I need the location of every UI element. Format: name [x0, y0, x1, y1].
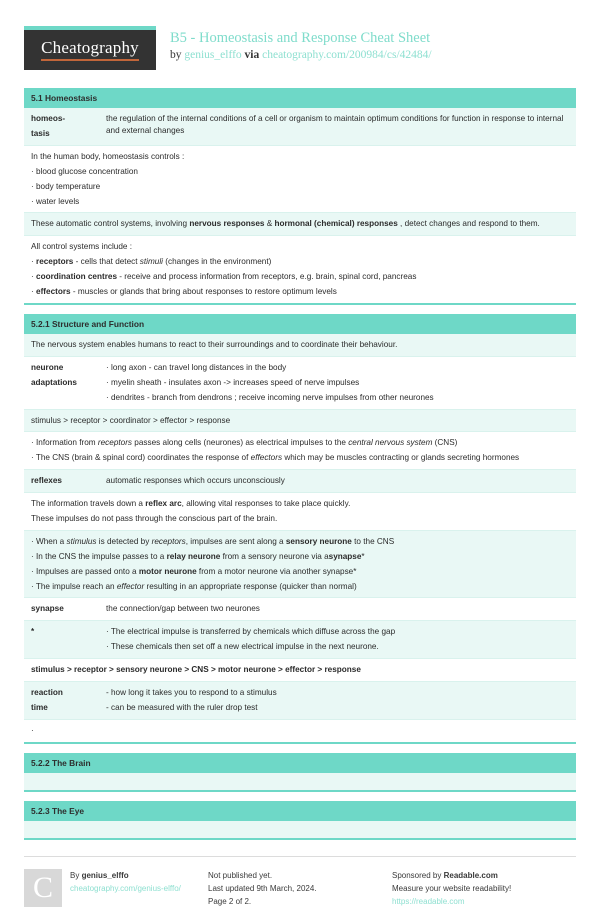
avatar: C — [24, 869, 62, 907]
table-row — [24, 146, 576, 214]
row-term: synapse — [31, 604, 64, 614]
page-number: Page 2 of 2. — [208, 897, 252, 907]
footer-author-url[interactable]: cheatography.com/genius-elffo/ — [70, 884, 181, 893]
row-definition: In the human body, homeostasis controls : · blood glucose concentration · body temperature · water levels — [31, 151, 185, 206]
row-definition: The nervous system enables humans to react to their surroundings and to coordinate their behaviour. — [31, 339, 398, 349]
row-term: * — [31, 627, 35, 637]
footer-sponsor-column — [392, 856, 576, 908]
page-footer — [24, 856, 576, 908]
byline-via: via — [241, 49, 263, 62]
section-heading[interactable]: 5.2.1 Structure and Function — [24, 314, 576, 334]
footer-author-name: genius_elffo — [81, 870, 129, 880]
section-block — [24, 88, 576, 305]
table-row — [24, 213, 576, 236]
author-link[interactable]: genius_elffo — [184, 49, 242, 62]
sponsor-tagline: Measure your website readability! — [392, 884, 512, 893]
table-row — [24, 720, 576, 742]
row-definition: These automatic control systems, involving nervous responses & hormonal (chemical) responses , detect changes and respond to them. — [31, 219, 540, 229]
row-definition: The information travels down a reflex arc, allowing vital responses to take place quickly. These impulses do not pass through the conscious part of the brain. — [31, 499, 351, 523]
table-row — [24, 108, 576, 146]
row-term: reflexes — [31, 476, 62, 486]
row-definition: · — [31, 725, 34, 735]
row-definition: · long axon - can travel long distances in the body · myelin sheath - insulates axon -> increases speed of nerve impulses · dendrites - branch from dendrons ; receive incoming nerve impulses from other neurones — [106, 362, 434, 402]
table-row — [24, 493, 576, 531]
section-heading[interactable]: 5.1 Homeostasis — [24, 88, 576, 108]
row-term: reaction time — [31, 687, 63, 712]
row-definition: · When a stimulus is detected by receptors, impulses are sent along a sensory neurone to the CNS · In the CNS the impulse passes to a relay neurone from a sensory neurone via asynapse* · Impulses are passed onto a motor neurone from a motor neurone via another synapse* · The impulse reach an effector resulting in an appropriate response (quicker than normal) — [31, 536, 395, 591]
row-definition: the connection/gap between two neurones — [106, 604, 260, 614]
row-definition: · The electrical impulse is transferred by chemicals which diffuse across the gap · These chemicals then set off a new electrical impulse in the next neurone. — [106, 627, 396, 652]
table-row — [24, 621, 576, 659]
sponsor-url[interactable]: https://readable.com — [392, 897, 465, 907]
section-block — [24, 801, 576, 840]
footer-author-column — [24, 856, 208, 908]
byline-prefix: by — [170, 49, 185, 62]
page-header — [24, 26, 576, 74]
cheatography-logo[interactable] — [24, 26, 156, 70]
page-title: B5 - Homeostasis and Response Cheat Sheet — [170, 30, 431, 46]
section-heading[interactable]: 5.2.2 The Brain — [24, 753, 576, 773]
section-body — [24, 773, 576, 792]
last-updated: Last updated 9th March, 2024. — [208, 884, 317, 893]
table-row — [24, 357, 576, 410]
cheatsheet-content — [24, 88, 576, 840]
sponsor-line — [392, 869, 558, 882]
row-definition — [31, 826, 569, 833]
section-body — [24, 108, 576, 305]
section-block — [24, 753, 576, 792]
footer-author-meta — [70, 869, 190, 908]
row-definition: - how long it takes you to respond to a stimulus - can be measured with the ruler drop test — [106, 687, 277, 712]
section-body — [24, 821, 576, 840]
table-row — [24, 821, 576, 838]
row-definition: automatic responses which occurs unconsciously — [106, 476, 285, 486]
table-row — [24, 432, 576, 470]
row-definition: stimulus > receptor > sensory neurone > CNS > motor neurone > effector > response — [31, 665, 361, 675]
footer-author-line — [70, 869, 190, 882]
row-definition: · Information from receptors passes along cells (neurones) as electrical impulses to the central nervous system (CNS) · The CNS (brain & spinal cord) coordinates the response of effectors which may be muscles contracting or glands secreting hormones — [31, 438, 520, 463]
sponsor-prefix: Sponsored by — [392, 870, 444, 880]
table-row — [24, 682, 576, 720]
logo-text: Cheatography — [41, 39, 139, 61]
row-term: homeos- tasis — [31, 114, 66, 138]
table-row — [24, 236, 576, 303]
table-row — [24, 334, 576, 357]
title-block — [170, 26, 432, 61]
row-definition: stimulus > receptor > coordinator > effector > response — [31, 415, 231, 425]
section-body — [24, 334, 576, 744]
row-term: neurone adaptations — [31, 362, 77, 387]
table-row — [24, 470, 576, 493]
source-url-link[interactable]: cheatography.com/200984/cs/42484/ — [262, 49, 432, 62]
table-row — [24, 659, 576, 682]
table-row — [24, 531, 576, 599]
footer-publish-column — [208, 856, 392, 908]
sponsor-name: Readable.com — [443, 870, 498, 880]
row-definition: All control systems include : · receptors - cells that detect stimuli (changes in the environment) · coordination centres - receive and process information from receptors, e.g. brain, spinal cord, pancreas · effectors - muscles or glands that bring about responses to restore optimum levels — [31, 242, 417, 296]
table-row — [24, 410, 576, 433]
section-heading[interactable]: 5.2.3 The Eye — [24, 801, 576, 821]
row-definition: the regulation of the internal conditions of a cell or organism to maintain optimum conditions for function in response to internal and external changes — [106, 114, 564, 135]
section-block — [24, 314, 576, 744]
table-row — [24, 773, 576, 790]
byline — [170, 49, 432, 61]
publish-status: Not published yet. — [208, 870, 273, 880]
row-definition — [31, 778, 569, 785]
footer-by-label: By — [70, 870, 82, 880]
table-row — [24, 598, 576, 621]
